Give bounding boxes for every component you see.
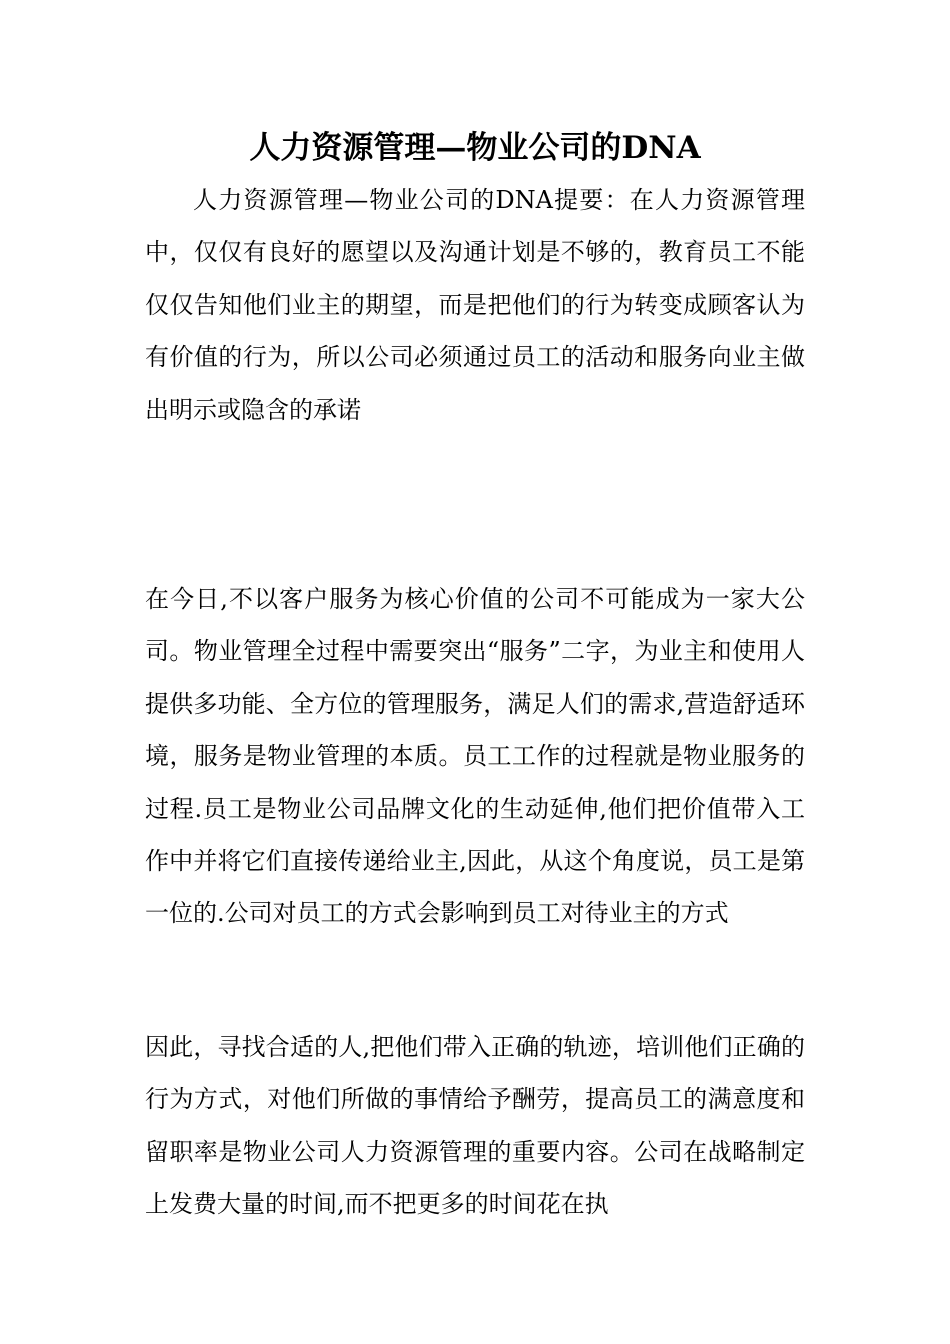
- paragraph-summary: 人力资源管理—物业公司的DNA提要：在人力资源管理中，仅仅有良好的愿望以及沟通计划是不够的，教育员工不能仅仅告知他们业主的期望，而是把他们的行为转变成顾客认为有价值的行为，所以公司必须通过员工的活动和服务向业主做出明示或隐含的承诺: [145, 186, 805, 424]
- paragraph-hr: 因此，寻找合适的人,把他们带入正确的轨迹，培训他们正确的行为方式，对他们所做的事情给予酬劳，提高员工的满意度和留职率是物业公司人力资源管理的重要内容。公司在战略制定上发费大量的时间,而不把更多的时间花在执: [145, 1033, 805, 1219]
- paragraph-service: 在今日,不以客户服务为核心价值的公司不可能成为一家大公司。物业管理全过程中需要突出“服务”二字，为业主和使用人提供多功能、全方位的管理服务，满足人们的需求,营造舒适环境，服务是物业管理的本质。员工工作的过程就是物业服务的过程.员工是物业公司品牌文化的生动延伸,他们把价值带入工作中并将它们直接传递给业主,因此，从这个角度说，员工是第一位的.公司对员工的方式会影响到员工对待业主的方式: [145, 585, 805, 928]
- document-title: 人力资源管理—物业公司的DNA: [249, 130, 701, 166]
